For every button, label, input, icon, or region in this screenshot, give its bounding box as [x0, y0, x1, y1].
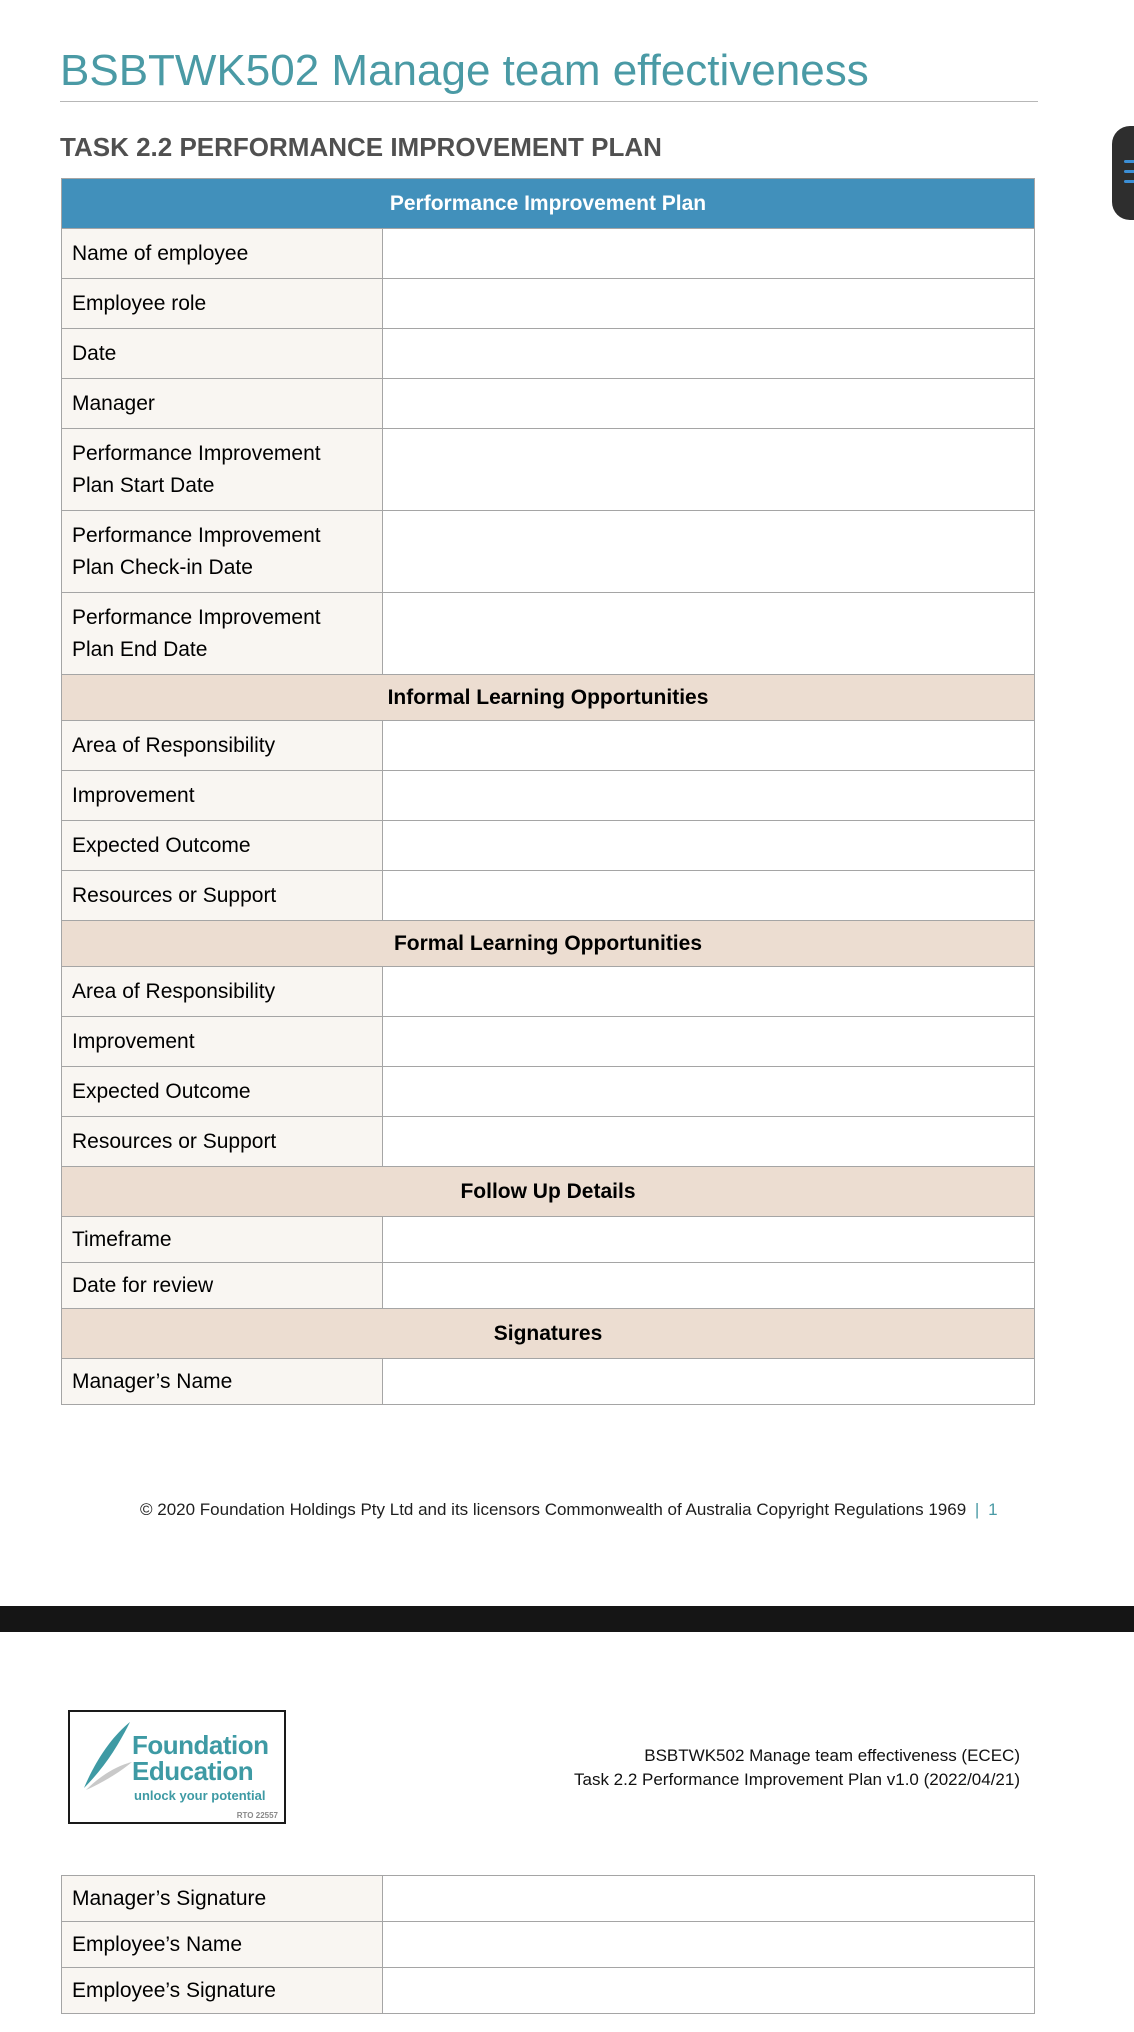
- label-line: Performance Improvement: [72, 441, 321, 465]
- field-label-pip-start-date: [62, 429, 383, 511]
- field-input-name-of-employee[interactable]: [383, 229, 1035, 279]
- field-input-managers-name[interactable]: [383, 1359, 1035, 1405]
- field-input-date[interactable]: [383, 329, 1035, 379]
- field-input-employees-name[interactable]: [383, 1922, 1035, 1968]
- field-label-formal-resources: Resources or Support: [62, 1117, 383, 1167]
- table-row: [62, 1217, 1035, 1263]
- label-line: Plan Check-in Date: [72, 555, 253, 579]
- field-input-informal-outcome[interactable]: [383, 821, 1035, 871]
- table-row: [62, 379, 1035, 429]
- field-input-pip-start-date[interactable]: [383, 429, 1035, 511]
- title-underline: [60, 101, 1038, 102]
- logo-tagline: unlock your potential: [134, 1788, 266, 1803]
- field-label-formal-improvement: Improvement: [62, 1017, 383, 1067]
- field-input-formal-outcome[interactable]: [383, 1067, 1035, 1117]
- table-row: [62, 1067, 1035, 1117]
- field-label-timeframe: Timeframe: [62, 1217, 383, 1263]
- footer-separator: |: [974, 1500, 980, 1519]
- table-row: [62, 967, 1035, 1017]
- table-row: [62, 1117, 1035, 1167]
- header-task-line: Task 2.2 Performance Improvement Plan v1.0 (2022/04/21): [573, 1770, 1020, 1789]
- side-menu-tab[interactable]: [1112, 126, 1134, 220]
- table-header: Performance Improvement Plan: [62, 179, 1035, 229]
- menu-icon-bar: [1124, 160, 1134, 163]
- logo-wordmark: [132, 1732, 269, 1784]
- table-row: [62, 229, 1035, 279]
- field-label-date-for-review: Date for review: [62, 1263, 383, 1309]
- table-row: [62, 1922, 1035, 1968]
- table-row: [62, 511, 1035, 593]
- header-unit-line: BSBTWK502 Manage team effectiveness (ECEC): [644, 1746, 1020, 1765]
- table-row: [62, 329, 1035, 379]
- field-input-manager[interactable]: [383, 379, 1035, 429]
- page-2: [0, 1632, 1134, 2032]
- page-footer: [140, 1500, 998, 1520]
- section-title-follow-up: Follow Up Details: [62, 1167, 1035, 1217]
- document-header-info: [574, 1744, 1020, 1792]
- page-break-divider: [0, 1606, 1134, 1632]
- signature-table: [61, 1875, 1035, 2014]
- field-input-informal-resources[interactable]: [383, 871, 1035, 921]
- section-row-informal: [62, 675, 1035, 721]
- table-header-row: [62, 179, 1035, 229]
- field-label-managers-name: Manager’s Name: [62, 1359, 383, 1405]
- field-input-managers-signature[interactable]: [383, 1876, 1035, 1922]
- table-row: [62, 429, 1035, 511]
- section-row-formal: [62, 921, 1035, 967]
- field-label-formal-outcome: Expected Outcome: [62, 1067, 383, 1117]
- field-label-date: Date: [62, 329, 383, 379]
- label-line: Performance Improvement: [72, 523, 321, 547]
- table-row: [62, 821, 1035, 871]
- table-row: [62, 1968, 1035, 2014]
- logo-rto-number: RTO 22557: [236, 1811, 278, 1820]
- label-line: Plan Start Date: [72, 473, 215, 497]
- field-input-informal-improvement[interactable]: [383, 771, 1035, 821]
- document-title: BSBTWK502 Manage team effectiveness: [60, 46, 869, 95]
- field-input-pip-check-in-date[interactable]: [383, 511, 1035, 593]
- section-title-formal-learning: Formal Learning Opportunities: [62, 921, 1035, 967]
- field-label-pip-check-in-date: [62, 511, 383, 593]
- table-row: [62, 1263, 1035, 1309]
- field-label-managers-signature: Manager’s Signature: [62, 1876, 383, 1922]
- performance-improvement-plan-table: [61, 178, 1035, 1405]
- field-label-pip-end-date: [62, 593, 383, 675]
- label-line: Performance Improvement: [72, 605, 321, 629]
- field-input-formal-area[interactable]: [383, 967, 1035, 1017]
- table-row: [62, 1876, 1035, 1922]
- menu-icon-bar: [1124, 170, 1134, 173]
- logo-line-foundation: Foundation: [132, 1730, 269, 1760]
- field-label-formal-area: Area of Responsibility: [62, 967, 383, 1017]
- page-number: 1: [988, 1500, 998, 1519]
- table-row: [62, 721, 1035, 771]
- field-label-informal-outcome: Expected Outcome: [62, 821, 383, 871]
- field-input-employees-signature[interactable]: [383, 1968, 1035, 2014]
- section-row-follow-up: [62, 1167, 1035, 1217]
- table-row: [62, 279, 1035, 329]
- field-input-employee-role[interactable]: [383, 279, 1035, 329]
- table-row: [62, 1359, 1035, 1405]
- table-row: [62, 593, 1035, 675]
- field-label-informal-improvement: Improvement: [62, 771, 383, 821]
- table-row: [62, 1017, 1035, 1067]
- field-label-manager: Manager: [62, 379, 383, 429]
- field-input-formal-resources[interactable]: [383, 1117, 1035, 1167]
- menu-icon-bar: [1124, 180, 1134, 183]
- field-label-informal-resources: Resources or Support: [62, 871, 383, 921]
- field-label-informal-area: Area of Responsibility: [62, 721, 383, 771]
- section-title-signatures: Signatures: [62, 1309, 1035, 1359]
- table-row: [62, 871, 1035, 921]
- field-input-formal-improvement[interactable]: [383, 1017, 1035, 1067]
- field-input-informal-area[interactable]: [383, 721, 1035, 771]
- label-line: Plan End Date: [72, 637, 208, 661]
- field-label-name-of-employee: Name of employee: [62, 229, 383, 279]
- copyright-text: © 2020 Foundation Holdings Pty Ltd and its licensors Commonwealth of Australia Copyright Regulations 1969: [140, 1500, 967, 1519]
- feather-logo-icon: [76, 1716, 136, 1796]
- field-input-pip-end-date[interactable]: [383, 593, 1035, 675]
- logo-line-education: Education: [132, 1756, 254, 1786]
- field-input-date-for-review[interactable]: [383, 1263, 1035, 1309]
- table-row: [62, 771, 1035, 821]
- task-heading: TASK 2.2 PERFORMANCE IMPROVEMENT PLAN: [60, 132, 662, 162]
- field-label-employees-name: Employee’s Name: [62, 1922, 383, 1968]
- field-input-timeframe[interactable]: [383, 1217, 1035, 1263]
- foundation-education-logo: [68, 1710, 286, 1824]
- field-label-employee-role: Employee role: [62, 279, 383, 329]
- field-label-employees-signature: Employee’s Signature: [62, 1968, 383, 2014]
- section-title-informal-learning: Informal Learning Opportunities: [62, 675, 1035, 721]
- section-row-signatures: [62, 1309, 1035, 1359]
